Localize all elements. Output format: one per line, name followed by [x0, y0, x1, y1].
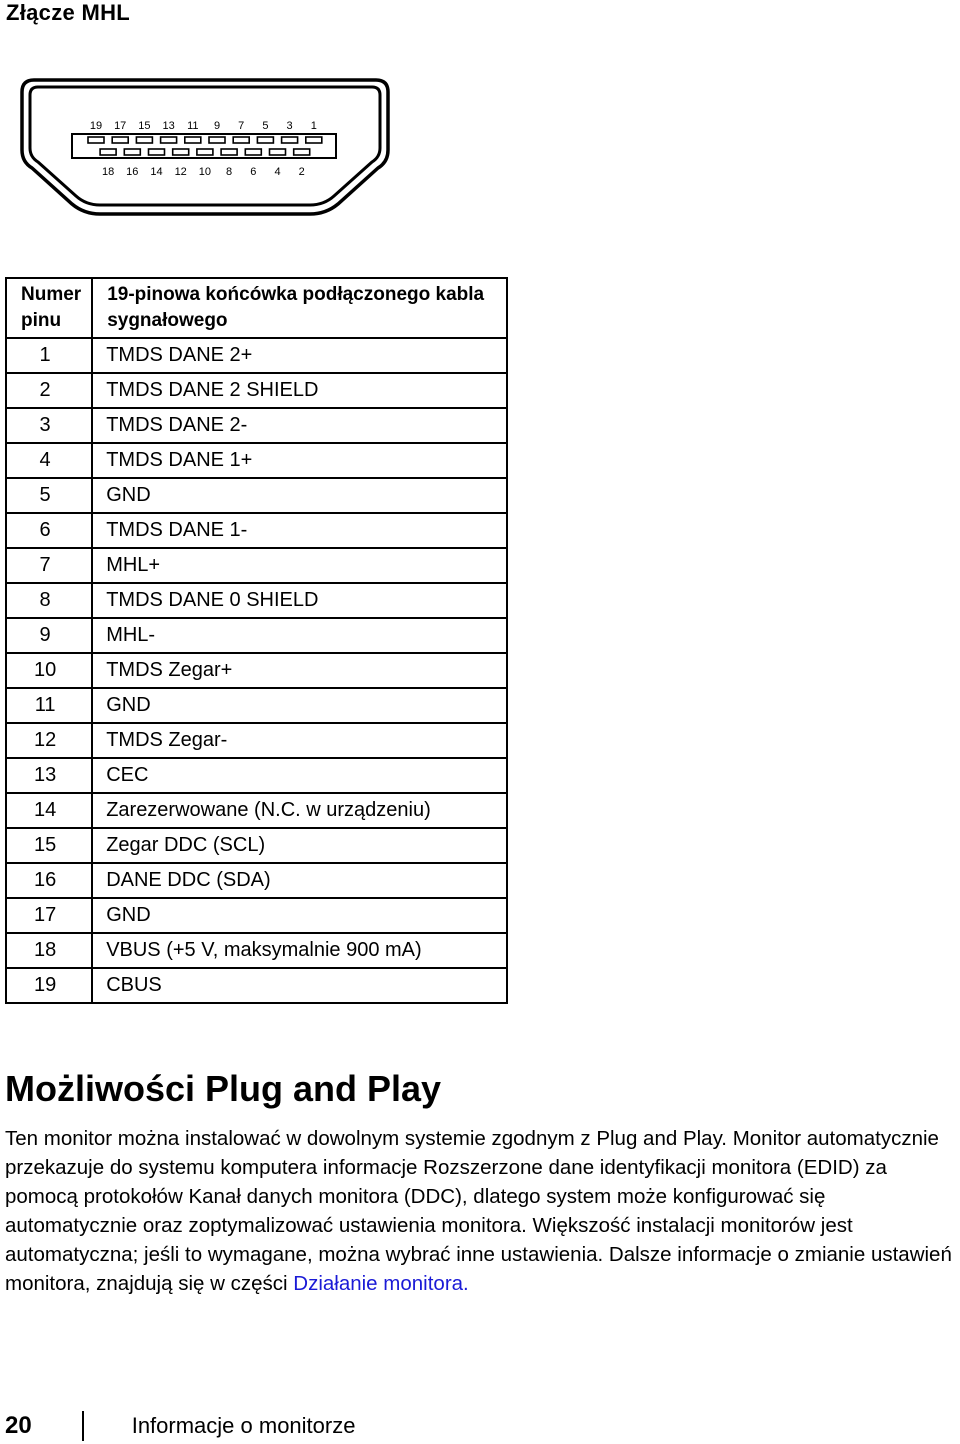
top-pin-contact — [209, 137, 225, 143]
pin-number-cell: 5 — [6, 478, 92, 513]
pin-signal-cell: MHL- — [92, 618, 507, 653]
table-row — [6, 688, 507, 723]
plug-and-play-text — [5, 1124, 960, 1298]
pin-number-cell: 8 — [6, 583, 92, 618]
page-number: 20 — [5, 1412, 32, 1439]
pin-number-cell: 18 — [6, 933, 92, 968]
table-row — [6, 968, 507, 1003]
top-pin-contact — [257, 137, 273, 143]
table-row — [6, 618, 507, 653]
top-pin-contact — [112, 137, 128, 143]
table-row — [6, 898, 507, 933]
pin-number-cell: 19 — [6, 968, 92, 1003]
table-row — [6, 933, 507, 968]
bottom-pin-label: 10 — [198, 166, 212, 178]
bottom-pin-contact — [294, 149, 310, 155]
table-row — [6, 653, 507, 688]
header-pin-number: Numer pinu — [6, 278, 92, 338]
table-row — [6, 338, 507, 373]
pin-signal-cell: VBUS (+5 V, maksymalnie 900 mA) — [92, 933, 507, 968]
connector-shell-outer — [22, 80, 388, 214]
table-row — [6, 583, 507, 618]
top-pin-label: 17 — [114, 120, 127, 132]
pin-signal-cell: TMDS Zegar+ — [92, 653, 507, 688]
pin-number-cell: 10 — [6, 653, 92, 688]
top-pin-label: 11 — [187, 120, 199, 132]
page-footer — [5, 1408, 355, 1444]
chapter-title: Informacje o monitorze — [131, 1413, 356, 1438]
bottom-pin-label: 18 — [101, 166, 115, 178]
pin-signal-cell: TMDS DANE 1+ — [92, 443, 507, 478]
pin-signal-cell: Zegar DDC (SCL) — [92, 828, 507, 863]
bottom-pin-label: 4 — [274, 166, 281, 178]
top-pin-label: 13 — [162, 120, 175, 132]
table-row — [6, 373, 507, 408]
top-pin-labels — [90, 120, 317, 132]
pin-signal-cell: TMDS DANE 2- — [92, 408, 507, 443]
pin-signal-cell: TMDS DANE 2 SHIELD — [92, 373, 507, 408]
table-row — [6, 863, 507, 898]
bottom-pin-label: 2 — [298, 166, 305, 178]
table-row — [6, 758, 507, 793]
table-row — [6, 793, 507, 828]
bottom-pin-label: 6 — [250, 166, 257, 178]
pin-signal-cell: TMDS DANE 1- — [92, 513, 507, 548]
header-signal: 19-pinowa końcówka podłączonego kabla sygnałowego — [92, 278, 507, 338]
top-pin-label: 5 — [262, 120, 269, 132]
pin-number-cell: 12 — [6, 723, 92, 758]
footer-divider — [82, 1411, 84, 1441]
top-pin-label: 1 — [310, 120, 317, 132]
table-row — [6, 513, 507, 548]
top-pin-contact — [306, 137, 322, 143]
plug-and-play-heading: Możliwości Plug and Play — [5, 1068, 442, 1109]
top-pin-contact — [88, 137, 104, 143]
table-row — [6, 478, 507, 513]
bottom-pin-contact — [100, 149, 116, 155]
top-pin-contact — [282, 137, 298, 143]
pin-number-cell: 1 — [6, 338, 92, 373]
table-row — [6, 443, 507, 478]
bottom-pin-contact — [197, 149, 213, 155]
bottom-pin-contact — [124, 149, 140, 155]
pin-number-cell: 2 — [6, 373, 92, 408]
bottom-pin-contact — [221, 149, 237, 155]
pin-signal-cell: CBUS — [92, 968, 507, 1003]
top-pin-label: 3 — [286, 120, 293, 132]
operating-monitor-link[interactable]: Działanie monitora — [293, 1272, 464, 1295]
table-row — [6, 723, 507, 758]
pin-number-cell: 3 — [6, 408, 92, 443]
pin-signal-cell: MHL+ — [92, 548, 507, 583]
pin-signal-cell: TMDS DANE 2+ — [92, 338, 507, 373]
pin-table-header-row — [6, 278, 507, 338]
pin-number-cell: 16 — [6, 863, 92, 898]
bottom-pin-label: 12 — [174, 166, 187, 178]
section-title: Złącze MHL — [6, 0, 131, 25]
pin-number-cell: 7 — [6, 548, 92, 583]
link-period: . — [463, 1272, 469, 1295]
pin-number-cell: 15 — [6, 828, 92, 863]
top-pin-contact — [161, 137, 177, 143]
pin-number-cell: 6 — [6, 513, 92, 548]
connector-shell-inner — [30, 87, 380, 205]
top-pin-label: 19 — [89, 120, 103, 132]
pin-number-cell: 9 — [6, 618, 92, 653]
plug-and-play-paragraph: Ten monitor można instalować w dowolnym systemie zgodnym z Plug and Play. Monitor automatycznie przekazuje do systemu komputera informacje Rozszerzone dane identyfikacji monitora (EDID) za pomocą protokołów Kanał danych monitora (DDC), dlatego system może konfigurować się automatycznie oraz zoptymalizować ustawienia monitora. Większość instalacji monitorów jest automatyczna; jeśli to wymagane, można wybrać inne ustawienia. Dalsze informacje o zmianie ustawień monitora, znajdują się w części — [5, 1127, 952, 1295]
pin-signal-cell: TMDS DANE 0 SHIELD — [92, 583, 507, 618]
mhl-connector-diagram — [20, 78, 390, 220]
bottom-pin-labels — [102, 166, 305, 178]
table-row — [6, 828, 507, 863]
bottom-pin-label: 8 — [226, 166, 233, 178]
bottom-pin-label: 14 — [150, 166, 163, 178]
pin-contacts — [88, 137, 322, 155]
bottom-pin-label: 16 — [126, 166, 139, 178]
pin-signal-cell: DANE DDC (SDA) — [92, 863, 507, 898]
top-pin-contact — [233, 137, 249, 143]
table-row — [6, 548, 507, 583]
pin-number-cell: 13 — [6, 758, 92, 793]
bottom-pin-contact — [149, 149, 165, 155]
bottom-pin-contact — [245, 149, 261, 155]
pin-signal-cell: CEC — [92, 758, 507, 793]
pin-signal-cell: GND — [92, 688, 507, 723]
pin-number-cell: 17 — [6, 898, 92, 933]
pin-number-cell: 4 — [6, 443, 92, 478]
pin-signal-cell: GND — [92, 478, 507, 513]
pin-number-cell: 14 — [6, 793, 92, 828]
top-pin-label: 15 — [138, 120, 151, 132]
top-pin-contact — [136, 137, 152, 143]
bottom-pin-contact — [173, 149, 189, 155]
bottom-pin-contact — [270, 149, 286, 155]
pin-table — [5, 277, 508, 1004]
top-pin-contact — [185, 137, 201, 143]
pin-number-cell: 11 — [6, 688, 92, 723]
pin-signal-cell: Zarezerwowane (N.C. w urządzeniu) — [92, 793, 507, 828]
top-pin-label: 9 — [213, 120, 221, 132]
top-pin-label: 7 — [238, 120, 245, 132]
pin-signal-cell: GND — [92, 898, 507, 933]
pin-signal-cell: TMDS Zegar- — [92, 723, 507, 758]
table-row — [6, 408, 507, 443]
